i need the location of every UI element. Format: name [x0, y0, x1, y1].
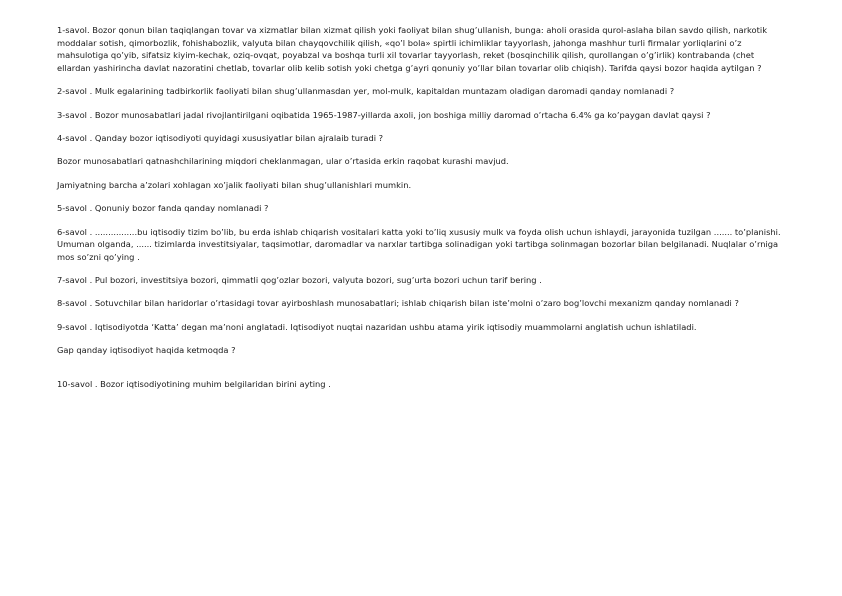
question-1: 1-savol. Bozor qonun bilan taqiqlangan tovar va xizmatlar bilan xizmat qilish yoki faoliyat bilan shug’ullanish, bunga: aholi orasida qurol-aslaha bilan savdo qilish, narkotik moddalar sotish, qimorbozlik, fohishabozlik, valyuta bilan chayqovchilik qilish, «qo’l bola» spirtli ichimliklar tayyorlash, jahonga mashhur turli firmalar yorliqlarini o’z mahsulotiga qo’yib, sifatsiz kiyim-kechak, oziq-ovqat, poyabzal va boshqa turli xil tovarlar tayyorlash, reket (bosqinchilik qilish, qurollangan o’g’irlik) kontrabanda (chet ellardan yashirincha davlat nazoratini chetlab, tovarlar olib kelib sotish yoki chetga g’ayri qonuniy yo’llar bilan tovarlar olib chiqish). Tarifda qaysi bozor haqida aytilgan ? — [57, 25, 767, 73]
question-4-feature-1: Bozor munosabatlari qatnashchilarining miqdori cheklanmagan, ular o’rtasida erkin raqobat kurashi mavjud. — [57, 156, 509, 167]
question-5: 5-savol . Qonuniy bozor fanda qanday nomlanadi ? — [57, 203, 269, 214]
question-10: 10-savol . Bozor iqtisodiyotining muhim belgilaridan birini ayting . — [57, 378, 331, 389]
question-6: 6-savol . ................bu iqtisodiy tizim bo’lib, bu erda ishlab chiqarish vositalari katta yoki to’liq xususiy mulk va foyda olish uchun ishlaydi, jarayonida tuzilgan ....... to’planishi. Umuman olganda, ...... tizimlarda investitsiyalar, taqsimotlar, daromadlar va narxlar tartibga solinadigan yoki tartibga solinmagan bozorlar bilan belgilanadi. Nuqlalar o’rniga mos so’zni qo’ying . — [57, 226, 781, 262]
question-3: 3-savol . Bozor munosabatlari jadal rivojlantirilgani oqibatida 1965-1987-yillarda axoli, jon boshiga milliy daromad o’rtacha 6.4% ga ko’paygan davlat qaysi ? — [57, 109, 711, 120]
question-4: 4-savol . Qanday bozor iqtisodiyoti quyidagi xususiyatlar bilan ajralaib turadi ? — [57, 132, 384, 143]
question-4-feature-2: Jamiyatning barcha a’zolari xohlagan xo’jalik faoliyati bilan shug’ullanishlari mumkin. — [57, 179, 412, 190]
question-9-followup: Gap qanday iqtisodiyot haqida ketmoqda ? — [57, 345, 236, 356]
question-8: 8-savol . Sotuvchilar bilan haridorlar o’rtasidagi tovar ayirboshlash munosabatlari; ishlab chiqarish bilan iste’molni o’zaro bog’lovchi mexanizm qanday nomlanadi ? — [57, 298, 739, 309]
question-2: 2-savol . Mulk egalarining tadbirkorlik faoliyati bilan shug’ullanmasdan yer, mol-mulk, kapitaldan muntazam oladigan daromadi qanday nomlanadi ? — [57, 86, 675, 97]
question-7: 7-savol . Pul bozori, investitsiya bozori, qimmatli qog’ozlar bozori, valyuta bozori, sug’urta bozori uchun tarif bering . — [57, 275, 542, 286]
document-page — [57, 24, 787, 401]
question-9: 9-savol . Iqtisodiyotda ‘Katta’ degan ma’noni anglatadi. Iqtisodiyot nuqtai nazaridan ushbu atama yirik iqtisodiy muammolarni anglatish uchun ishlatiladi. — [57, 321, 697, 332]
